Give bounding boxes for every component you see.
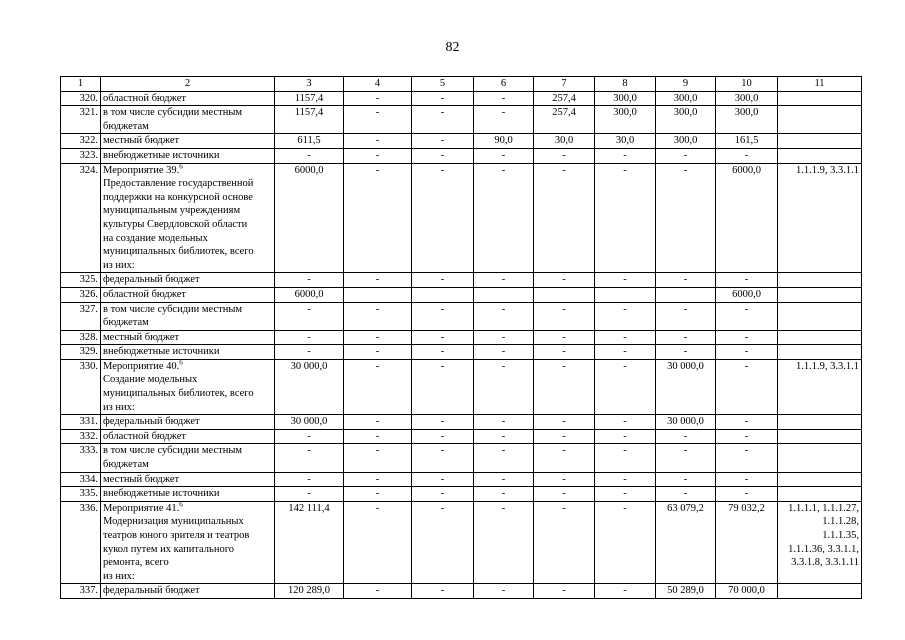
page-number: 82 xyxy=(445,40,460,55)
budget-table xyxy=(60,76,862,599)
row-description xyxy=(101,148,275,163)
value-cell-c8: - xyxy=(595,487,656,502)
value-cell-c5: - xyxy=(412,106,474,134)
value-cell-c7: - xyxy=(534,501,595,584)
target-reference xyxy=(778,487,862,502)
target-reference xyxy=(778,472,862,487)
value-cell-c6: - xyxy=(474,415,534,430)
value-cell-c4: - xyxy=(344,501,412,584)
row-number: 323. xyxy=(61,148,101,163)
value-cell-c5: - xyxy=(412,444,474,472)
footnote-mark: 6 xyxy=(179,501,183,509)
value-cell-c3: 1157,4 xyxy=(275,106,344,134)
value-cell-c8: - xyxy=(595,501,656,584)
row-number: 324. xyxy=(61,163,101,273)
value-cell-c6: - xyxy=(474,429,534,444)
row-description xyxy=(101,501,275,584)
value-cell-c4: - xyxy=(344,330,412,345)
row-name: областной бюджет xyxy=(103,288,186,300)
row-description xyxy=(101,91,275,106)
table-row xyxy=(61,584,862,599)
target-reference: 1.1.1.1, 1.1.1.27, 1.1.1.28, 1.1.1.35, 1.1.1.36, 3.3.1.1, 3.3.1.8, 3.3.1.11 xyxy=(778,501,862,584)
value-cell-c6: - xyxy=(474,444,534,472)
row-description xyxy=(101,429,275,444)
value-cell-c6 xyxy=(474,287,534,302)
value-cell-c9: - xyxy=(656,429,716,444)
value-cell-c10: - xyxy=(716,273,778,288)
value-cell-c4: - xyxy=(344,134,412,149)
value-cell-c10: - xyxy=(716,472,778,487)
value-cell-c10: 300,0 xyxy=(716,106,778,134)
row-number: 322. xyxy=(61,134,101,149)
value-cell-c6: - xyxy=(474,472,534,487)
value-cell-c6: - xyxy=(474,345,534,360)
value-cell-c9: 63 079,2 xyxy=(656,501,716,584)
value-cell-c6: - xyxy=(474,302,534,330)
row-number: 320. xyxy=(61,91,101,106)
value-cell-c10: - xyxy=(716,302,778,330)
column-header: 8 xyxy=(595,77,656,92)
value-cell-c8: 300,0 xyxy=(595,91,656,106)
value-cell-c7: - xyxy=(534,330,595,345)
row-description xyxy=(101,345,275,360)
value-cell-c3: 611,5 xyxy=(275,134,344,149)
value-cell-c7: - xyxy=(534,429,595,444)
table-row xyxy=(61,487,862,502)
value-cell-c9: - xyxy=(656,163,716,273)
value-cell-c9 xyxy=(656,287,716,302)
value-cell-c4: - xyxy=(344,106,412,134)
value-cell-c4: - xyxy=(344,302,412,330)
value-cell-c9: 30 000,0 xyxy=(656,359,716,414)
row-name: в том числе субсидии местным бюджетам xyxy=(103,303,243,329)
value-cell-c3: 142 111,4 xyxy=(275,501,344,584)
column-header: 9 xyxy=(656,77,716,92)
row-detail: Предоставление государственной поддержки на конкурсной основе муниципальным учреждениям культуры Свердловской области на создание модельных муниципальных библиотек, всего из них: xyxy=(103,178,254,271)
value-cell-c5: - xyxy=(412,148,474,163)
value-cell-c7: - xyxy=(534,345,595,360)
target-reference xyxy=(778,444,862,472)
row-description xyxy=(101,163,275,273)
value-cell-c7: 257,4 xyxy=(534,106,595,134)
value-cell-c10: 300,0 xyxy=(716,91,778,106)
value-cell-c7: - xyxy=(534,273,595,288)
table-row xyxy=(61,302,862,330)
row-detail: Модернизация муниципальных театров юного зрителя и театров кукол путем их капитального ремонта, всего из них: xyxy=(103,516,250,582)
value-cell-c5: - xyxy=(412,302,474,330)
value-cell-c5: - xyxy=(412,429,474,444)
column-header: 5 xyxy=(412,77,474,92)
value-cell-c10: - xyxy=(716,330,778,345)
row-number: 328. xyxy=(61,330,101,345)
footnote-mark: 6 xyxy=(179,359,183,367)
value-cell-c7: - xyxy=(534,359,595,414)
target-reference xyxy=(778,134,862,149)
target-reference: 1.1.1.9, 3.3.1.1 xyxy=(778,163,862,273)
value-cell-c4: - xyxy=(344,444,412,472)
value-cell-c4: - xyxy=(344,487,412,502)
column-header: 10 xyxy=(716,77,778,92)
row-detail: Создание модельных муниципальных библиотек, всего из них: xyxy=(103,374,254,413)
value-cell-c5: - xyxy=(412,501,474,584)
value-cell-c3: - xyxy=(275,444,344,472)
row-name: Мероприятие 41. xyxy=(103,502,180,514)
value-cell-c4: - xyxy=(344,359,412,414)
value-cell-c5: - xyxy=(412,134,474,149)
value-cell-c8: - xyxy=(595,148,656,163)
table-row xyxy=(61,163,862,273)
value-cell-c10: - xyxy=(716,487,778,502)
table-row xyxy=(61,415,862,430)
row-name: местный бюджет xyxy=(103,331,180,343)
value-cell-c5: - xyxy=(412,415,474,430)
column-header: 3 xyxy=(275,77,344,92)
row-description xyxy=(101,302,275,330)
target-reference xyxy=(778,429,862,444)
table-row xyxy=(61,91,862,106)
target-reference xyxy=(778,287,862,302)
value-cell-c9: - xyxy=(656,330,716,345)
row-description xyxy=(101,287,275,302)
row-description xyxy=(101,273,275,288)
row-name: федеральный бюджет xyxy=(103,585,200,597)
value-cell-c10: 161,5 xyxy=(716,134,778,149)
value-cell-c7: - xyxy=(534,148,595,163)
value-cell-c6: - xyxy=(474,148,534,163)
value-cell-c10: 79 032,2 xyxy=(716,501,778,584)
table-row xyxy=(61,330,862,345)
column-header: 1 xyxy=(61,77,101,92)
value-cell-c9: - xyxy=(656,444,716,472)
row-description xyxy=(101,106,275,134)
row-number: 336. xyxy=(61,501,101,584)
value-cell-c7: - xyxy=(534,472,595,487)
row-description xyxy=(101,359,275,414)
value-cell-c5: - xyxy=(412,163,474,273)
row-number: 331. xyxy=(61,415,101,430)
row-description xyxy=(101,444,275,472)
row-name: внебюджетные источники xyxy=(103,488,220,500)
value-cell-c8: - xyxy=(595,163,656,273)
value-cell-c9: 300,0 xyxy=(656,106,716,134)
value-cell-c5: - xyxy=(412,359,474,414)
value-cell-c6: - xyxy=(474,584,534,599)
target-reference xyxy=(778,345,862,360)
value-cell-c5: - xyxy=(412,91,474,106)
value-cell-c6: - xyxy=(474,273,534,288)
value-cell-c4: - xyxy=(344,273,412,288)
value-cell-c7: - xyxy=(534,444,595,472)
row-name: областной бюджет xyxy=(103,92,186,104)
table-row xyxy=(61,429,862,444)
value-cell-c3: 30 000,0 xyxy=(275,415,344,430)
target-reference xyxy=(778,273,862,288)
value-cell-c4: - xyxy=(344,148,412,163)
row-name: внебюджетные источники xyxy=(103,149,220,161)
value-cell-c7: 257,4 xyxy=(534,91,595,106)
value-cell-c3: - xyxy=(275,273,344,288)
value-cell-c9: 300,0 xyxy=(656,91,716,106)
value-cell-c10: 6000,0 xyxy=(716,287,778,302)
value-cell-c4: - xyxy=(344,584,412,599)
value-cell-c7: 30,0 xyxy=(534,134,595,149)
value-cell-c5: - xyxy=(412,330,474,345)
row-name: Мероприятие 40. xyxy=(103,360,180,372)
column-header: 2 xyxy=(101,77,275,92)
target-reference xyxy=(778,106,862,134)
value-cell-c3: - xyxy=(275,148,344,163)
value-cell-c10: 6000,0 xyxy=(716,163,778,273)
value-cell-c8: - xyxy=(595,584,656,599)
value-cell-c3: - xyxy=(275,487,344,502)
row-description xyxy=(101,584,275,599)
value-cell-c8: - xyxy=(595,444,656,472)
value-cell-c5: - xyxy=(412,345,474,360)
row-number: 332. xyxy=(61,429,101,444)
table-row xyxy=(61,106,862,134)
value-cell-c6: - xyxy=(474,163,534,273)
value-cell-c4 xyxy=(344,287,412,302)
table-row xyxy=(61,472,862,487)
value-cell-c7: - xyxy=(534,163,595,273)
row-number: 333. xyxy=(61,444,101,472)
table-row xyxy=(61,359,862,414)
row-number: 334. xyxy=(61,472,101,487)
value-cell-c8: - xyxy=(595,345,656,360)
value-cell-c4: - xyxy=(344,345,412,360)
value-cell-c9: 30 000,0 xyxy=(656,415,716,430)
value-cell-c6: - xyxy=(474,487,534,502)
header-row xyxy=(61,77,862,92)
table-row xyxy=(61,444,862,472)
row-number: 330. xyxy=(61,359,101,414)
row-description xyxy=(101,472,275,487)
row-number: 337. xyxy=(61,584,101,599)
value-cell-c5: - xyxy=(412,273,474,288)
row-name: в том числе субсидии местным бюджетам xyxy=(103,445,243,471)
row-name: внебюджетные источники xyxy=(103,346,220,358)
value-cell-c4: - xyxy=(344,163,412,273)
row-number: 321. xyxy=(61,106,101,134)
row-number: 335. xyxy=(61,487,101,502)
row-name: федеральный бюджет xyxy=(103,274,200,286)
row-description xyxy=(101,330,275,345)
target-reference xyxy=(778,415,862,430)
target-reference xyxy=(778,330,862,345)
value-cell-c7 xyxy=(534,287,595,302)
table-row xyxy=(61,501,862,584)
table-row xyxy=(61,345,862,360)
value-cell-c10: - xyxy=(716,415,778,430)
value-cell-c9: 300,0 xyxy=(656,134,716,149)
value-cell-c9: - xyxy=(656,302,716,330)
value-cell-c3: - xyxy=(275,302,344,330)
table-row xyxy=(61,134,862,149)
value-cell-c10: - xyxy=(716,429,778,444)
value-cell-c7: - xyxy=(534,302,595,330)
column-header: 7 xyxy=(534,77,595,92)
target-reference xyxy=(778,91,862,106)
value-cell-c4: - xyxy=(344,91,412,106)
target-reference xyxy=(778,584,862,599)
table-row xyxy=(61,148,862,163)
value-cell-c6: - xyxy=(474,359,534,414)
value-cell-c6: - xyxy=(474,91,534,106)
value-cell-c3: 1157,4 xyxy=(275,91,344,106)
value-cell-c3: 120 289,0 xyxy=(275,584,344,599)
row-description xyxy=(101,415,275,430)
value-cell-c6: - xyxy=(474,330,534,345)
value-cell-c8: - xyxy=(595,429,656,444)
value-cell-c9: - xyxy=(656,345,716,360)
value-cell-c8: - xyxy=(595,415,656,430)
target-reference: 1.1.1.9, 3.3.1.1 xyxy=(778,359,862,414)
value-cell-c5: - xyxy=(412,584,474,599)
value-cell-c9: - xyxy=(656,472,716,487)
value-cell-c7: - xyxy=(534,415,595,430)
value-cell-c5 xyxy=(412,287,474,302)
value-cell-c6: 90,0 xyxy=(474,134,534,149)
value-cell-c9: - xyxy=(656,148,716,163)
value-cell-c3: 30 000,0 xyxy=(275,359,344,414)
table-row xyxy=(61,287,862,302)
value-cell-c6: - xyxy=(474,501,534,584)
value-cell-c8: 30,0 xyxy=(595,134,656,149)
value-cell-c7: - xyxy=(534,487,595,502)
row-number: 325. xyxy=(61,273,101,288)
row-name: областной бюджет xyxy=(103,430,186,442)
row-number: 327. xyxy=(61,302,101,330)
value-cell-c5: - xyxy=(412,487,474,502)
value-cell-c4: - xyxy=(344,415,412,430)
value-cell-c10: - xyxy=(716,148,778,163)
value-cell-c10: - xyxy=(716,345,778,360)
value-cell-c3: 6000,0 xyxy=(275,287,344,302)
footnote-mark: 6 xyxy=(179,163,183,171)
value-cell-c8: - xyxy=(595,359,656,414)
value-cell-c4: - xyxy=(344,429,412,444)
value-cell-c3: - xyxy=(275,472,344,487)
row-name: местный бюджет xyxy=(103,135,180,147)
column-header: 11 xyxy=(778,77,862,92)
value-cell-c10: 70 000,0 xyxy=(716,584,778,599)
value-cell-c8: - xyxy=(595,472,656,487)
row-name: местный бюджет xyxy=(103,473,180,485)
value-cell-c3: 6000,0 xyxy=(275,163,344,273)
value-cell-c8: - xyxy=(595,273,656,288)
value-cell-c8 xyxy=(595,287,656,302)
row-name: в том числе субсидии местным бюджетам xyxy=(103,107,243,132)
value-cell-c8: - xyxy=(595,330,656,345)
row-name: Мероприятие 39. xyxy=(103,164,180,176)
value-cell-c5: - xyxy=(412,472,474,487)
row-name: федеральный бюджет xyxy=(103,416,200,428)
value-cell-c9: 50 289,0 xyxy=(656,584,716,599)
row-description xyxy=(101,487,275,502)
value-cell-c9: - xyxy=(656,273,716,288)
value-cell-c10: - xyxy=(716,444,778,472)
target-reference xyxy=(778,302,862,330)
row-description xyxy=(101,134,275,149)
value-cell-c4: - xyxy=(344,472,412,487)
column-header: 4 xyxy=(344,77,412,92)
target-reference xyxy=(778,148,862,163)
value-cell-c10: - xyxy=(716,359,778,414)
value-cell-c3: - xyxy=(275,429,344,444)
row-number: 329. xyxy=(61,345,101,360)
value-cell-c3: - xyxy=(275,345,344,360)
value-cell-c3: - xyxy=(275,330,344,345)
row-number: 326. xyxy=(61,287,101,302)
value-cell-c8: 300,0 xyxy=(595,106,656,134)
column-header: 6 xyxy=(474,77,534,92)
value-cell-c9: - xyxy=(656,487,716,502)
value-cell-c6: - xyxy=(474,106,534,134)
table-row xyxy=(61,273,862,288)
value-cell-c8: - xyxy=(595,302,656,330)
value-cell-c7: - xyxy=(534,584,595,599)
